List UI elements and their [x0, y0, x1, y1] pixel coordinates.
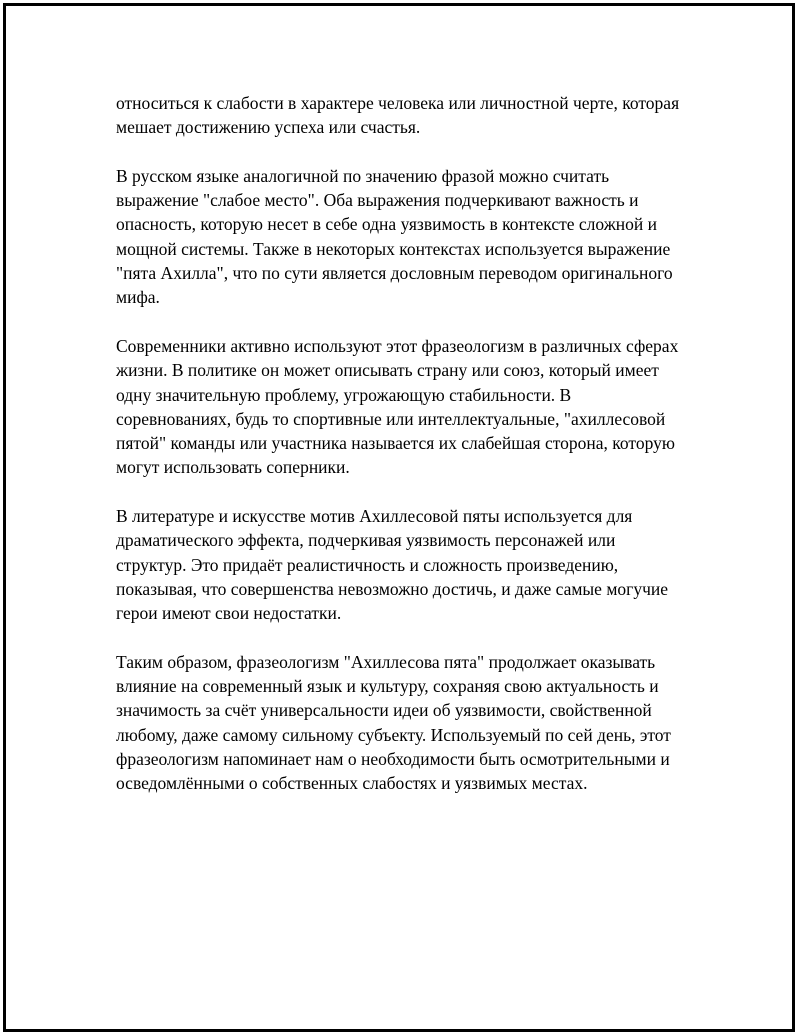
paragraph-5: Таким образом, фразеологизм "Ахиллесова пята" продолжает оказывать влияние на современный язык и культуру, сохраняя свою актуальность и значимость за счёт универсальности идеи об уязвимости, свойственной любому, даже самому сильному субъекту. Используемый по сей день, этот фразеологизм напоминает нам о необходимости быть осмотрительными и осведомлёнными о собственных слабостях и уязвимых местах. [116, 651, 671, 794]
document-body [116, 91, 686, 796]
paragraph-3: Современники активно используют этот фразеологизм в различных сферах жизни. В политике он может описывать страну или союз, который имеет одну значительную проблему, угрожающую стабильности. В соревнованиях, будь то спортивные или интеллектуальные, "ахиллесовой пятой" команды или участника называется их слабейшая сторона, которую могут использовать соперники. [116, 335, 679, 478]
paragraph-1: относиться к слабости в характере человека или личностной черте, которая мешает достижению успеха или счастья. [116, 93, 680, 138]
paragraph-4: В литературе и искусстве мотив Ахиллесовой пяты используется для драматического эффекта, подчеркивая уязвимость персонажей или структур. Это придаёт реалистичность и сложность произведению, показывая, что совершенства невозможно достичь, и даже самые могучие герои имеют свои недостатки. [116, 506, 669, 624]
paragraph-2: В русском языке аналогичной по значению фразой можно считать выражение "слабое место". Оба выражения подчеркивают важность и опасность, которую несет в себе одна уязвимость в контексте сложной и мощной системы. Также в некоторых контекстах используется выражение "пята Ахилла", что по сути является дословным переводом оригинального мифа. [116, 165, 673, 308]
